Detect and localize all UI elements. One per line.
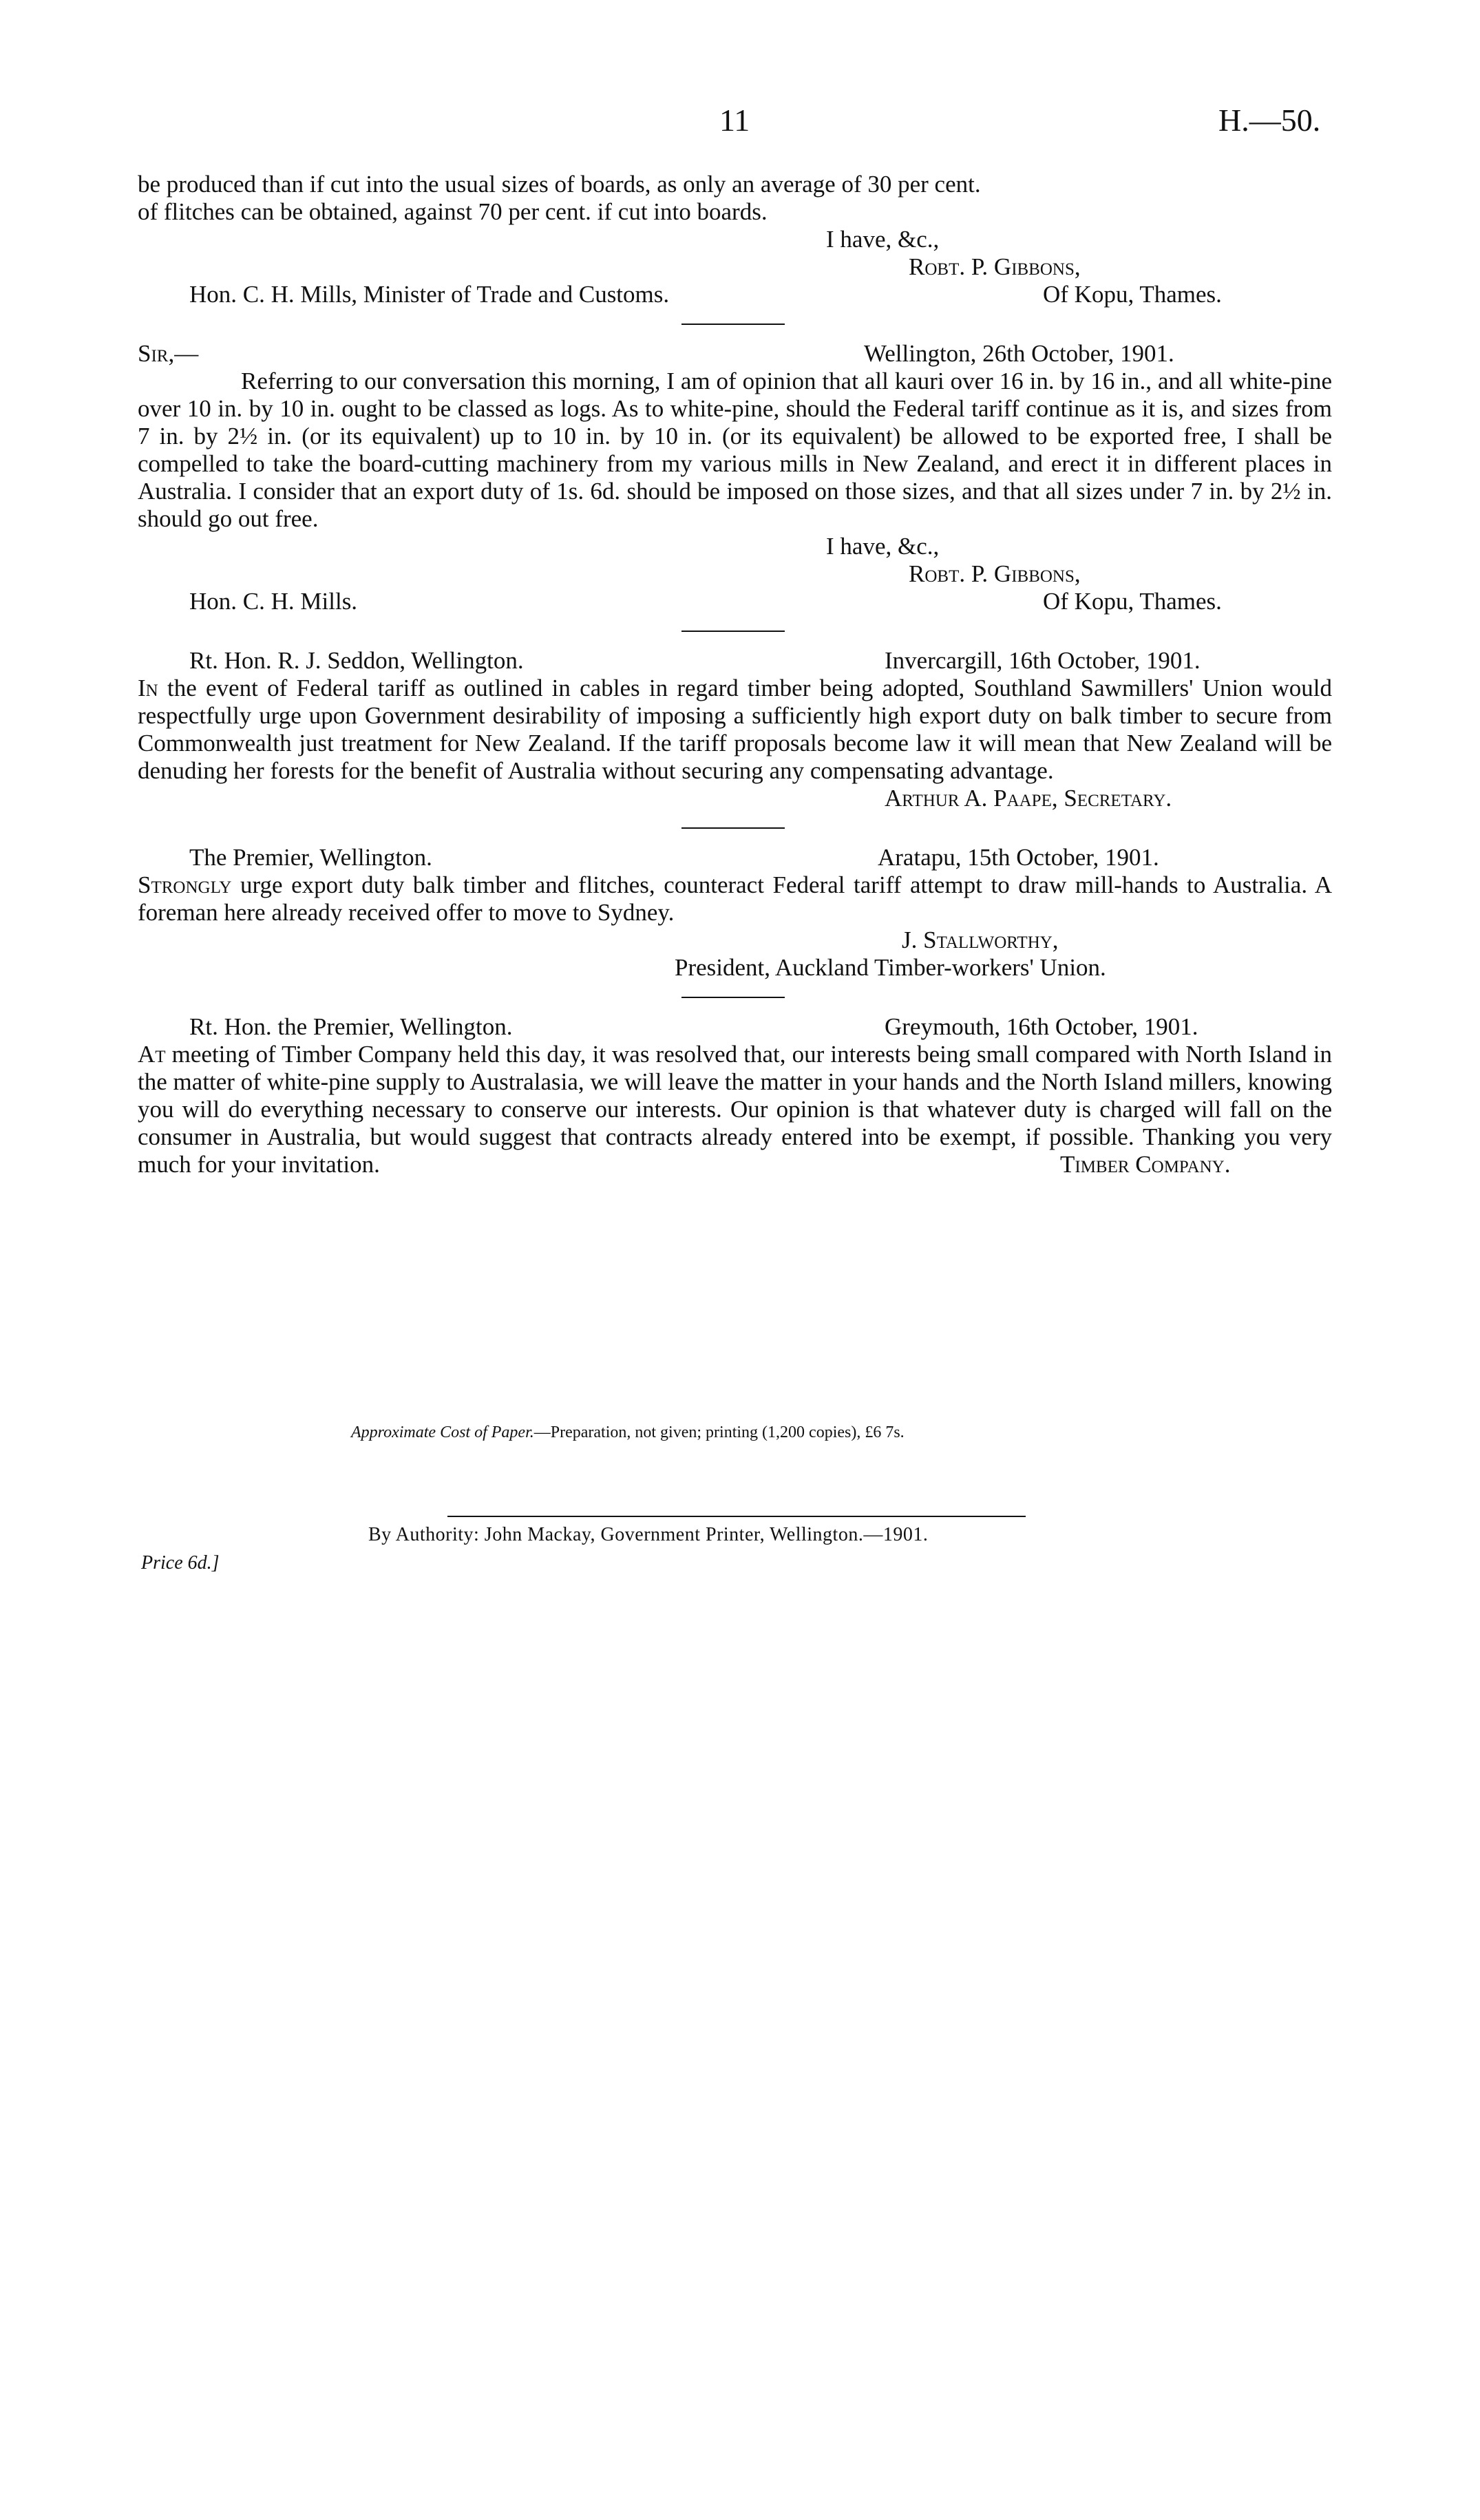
section-divider bbox=[681, 997, 785, 998]
telegram1-to: Rt. Hon. R. J. Seddon, Wellington. bbox=[189, 647, 524, 674]
letter2-addressee: Hon. C. H. Mills. bbox=[189, 588, 358, 615]
telegram1-signature: Arthur A. Paape, Secretary. bbox=[885, 785, 1172, 812]
telegram2-heading bbox=[138, 844, 1332, 871]
telegram1-body: In the event of Federal tariff as outlined in cables in regard timber being adopted, Southland Sawmillers' Union would respectfully urge upon Government desirability of imposing a sufficiently high export duty on balk timber to secure from Commonwealth just treatment for New Zealand. If the tariff proposals become law it will mean that New Zealand will be denuding her forests for the benefit of Australia without securing any compensating advantage. bbox=[138, 675, 1332, 784]
document-reference: H.—50. bbox=[1218, 103, 1321, 138]
intro-line-2: of flitches can be obtained, against 70 per cent. if cut into boards. bbox=[138, 198, 768, 225]
telegram3-signature: Timber Company. bbox=[1060, 1151, 1231, 1178]
telegram3-to: Rt. Hon. the Premier, Wellington. bbox=[189, 1013, 513, 1040]
intro-line-1: be produced than if cut into the usual sizes of boards, as only an average of 30 per cent. bbox=[138, 171, 981, 198]
letter2-sender-location: Of Kopu, Thames. bbox=[1043, 588, 1222, 615]
section-divider bbox=[681, 324, 785, 325]
footer-divider bbox=[447, 1516, 1026, 1517]
telegram1-signature-line bbox=[138, 785, 1332, 812]
letter1-sender-location: Of Kopu, Thames. bbox=[1043, 281, 1222, 308]
letter2-closing: I have, &c., bbox=[826, 533, 940, 560]
telegram3-heading bbox=[138, 1013, 1332, 1041]
price-label: Price 6d.] bbox=[141, 1552, 220, 1574]
letter2-body: Referring to our conversation this morning, I am of opinion that all kauri over 16 in. by 16 in., and all white-pine over 10 in. by 10 in. ought to be classed as logs. As to white-pine, should the Federal tariff continue as it is, and sizes from 7 in. by 2½ in. (or its equivalent) up to 10 in. by 10 in. (or its equivalent) be allowed to be exported free, I shall be compelled to take the board-cutting machinery from my various mills in New Zealand, and erect it in different places in Australia. I consider that an export duty of 1s. 6d. should be imposed on those sizes, and that all sizes under 7 in. by 2½ in. should go out free. bbox=[138, 368, 1332, 532]
telegram3-signature-line bbox=[138, 1151, 1332, 1178]
document-body bbox=[138, 171, 1332, 1178]
telegram2-title: President, Auckland Timber-workers' Union. bbox=[675, 954, 1106, 981]
telegram2-to: The Premier, Wellington. bbox=[189, 844, 432, 871]
section-divider bbox=[681, 631, 785, 632]
letter2-salutation: Sir,— bbox=[138, 340, 199, 367]
telegram1-heading bbox=[138, 647, 1332, 675]
letter1-closing: I have, &c., bbox=[826, 226, 940, 253]
printer-authority: By Authority: John Mackay, Government Printer, Wellington.—1901. bbox=[368, 1524, 929, 1545]
cost-label: Approximate Cost of Paper. bbox=[351, 1423, 534, 1441]
telegram2-title-line bbox=[138, 954, 1332, 982]
letter2-footer bbox=[138, 588, 1332, 615]
letter1-footer bbox=[138, 281, 1332, 308]
page-number: 11 bbox=[719, 103, 750, 138]
telegram2-place-date: Aratapu, 15th October, 1901. bbox=[878, 844, 1159, 871]
section-divider bbox=[681, 827, 785, 829]
telegram1-place-date: Invercargill, 16th October, 1901. bbox=[885, 647, 1201, 674]
letter1-signature: Robt. P. Gibbons, bbox=[909, 253, 1081, 280]
printing-cost-note bbox=[351, 1423, 905, 1442]
letter1-addressee: Hon. C. H. Mills, Minister of Trade and Customs. bbox=[189, 281, 670, 308]
letter2-heading bbox=[138, 340, 1332, 368]
telegram3-body: At meeting of Timber Company held this day, it was resolved that, our interests being small compared with North Island in the matter of white-pine supply to Australasia, we will leave the matter in your hands and the North Island millers, knowing you will do everything necessary to conserve our interests. Our opinion is that whatever duty is charged will fall on the consumer in Australia, but would suggest that contracts already entered into be exempt, if possible. Thanking you very much for your invitation. bbox=[138, 1041, 1332, 1178]
telegram2-signature-line bbox=[138, 927, 1332, 954]
cost-text: —Preparation, not given; printing (1,200 copies), £6 7s. bbox=[533, 1423, 905, 1441]
telegram3-place-date: Greymouth, 16th October, 1901. bbox=[885, 1013, 1198, 1040]
telegram2-body: Strongly urge export duty balk timber and flitches, counteract Federal tariff attempt to draw mill-hands to Australia. A foreman here already received offer to move to Sydney. bbox=[138, 871, 1332, 926]
letter2-place-date: Wellington, 26th October, 1901. bbox=[864, 340, 1174, 367]
letter2-signature: Robt. P. Gibbons, bbox=[909, 560, 1081, 587]
telegram2-signature: J. Stallworthy, bbox=[902, 927, 1059, 953]
